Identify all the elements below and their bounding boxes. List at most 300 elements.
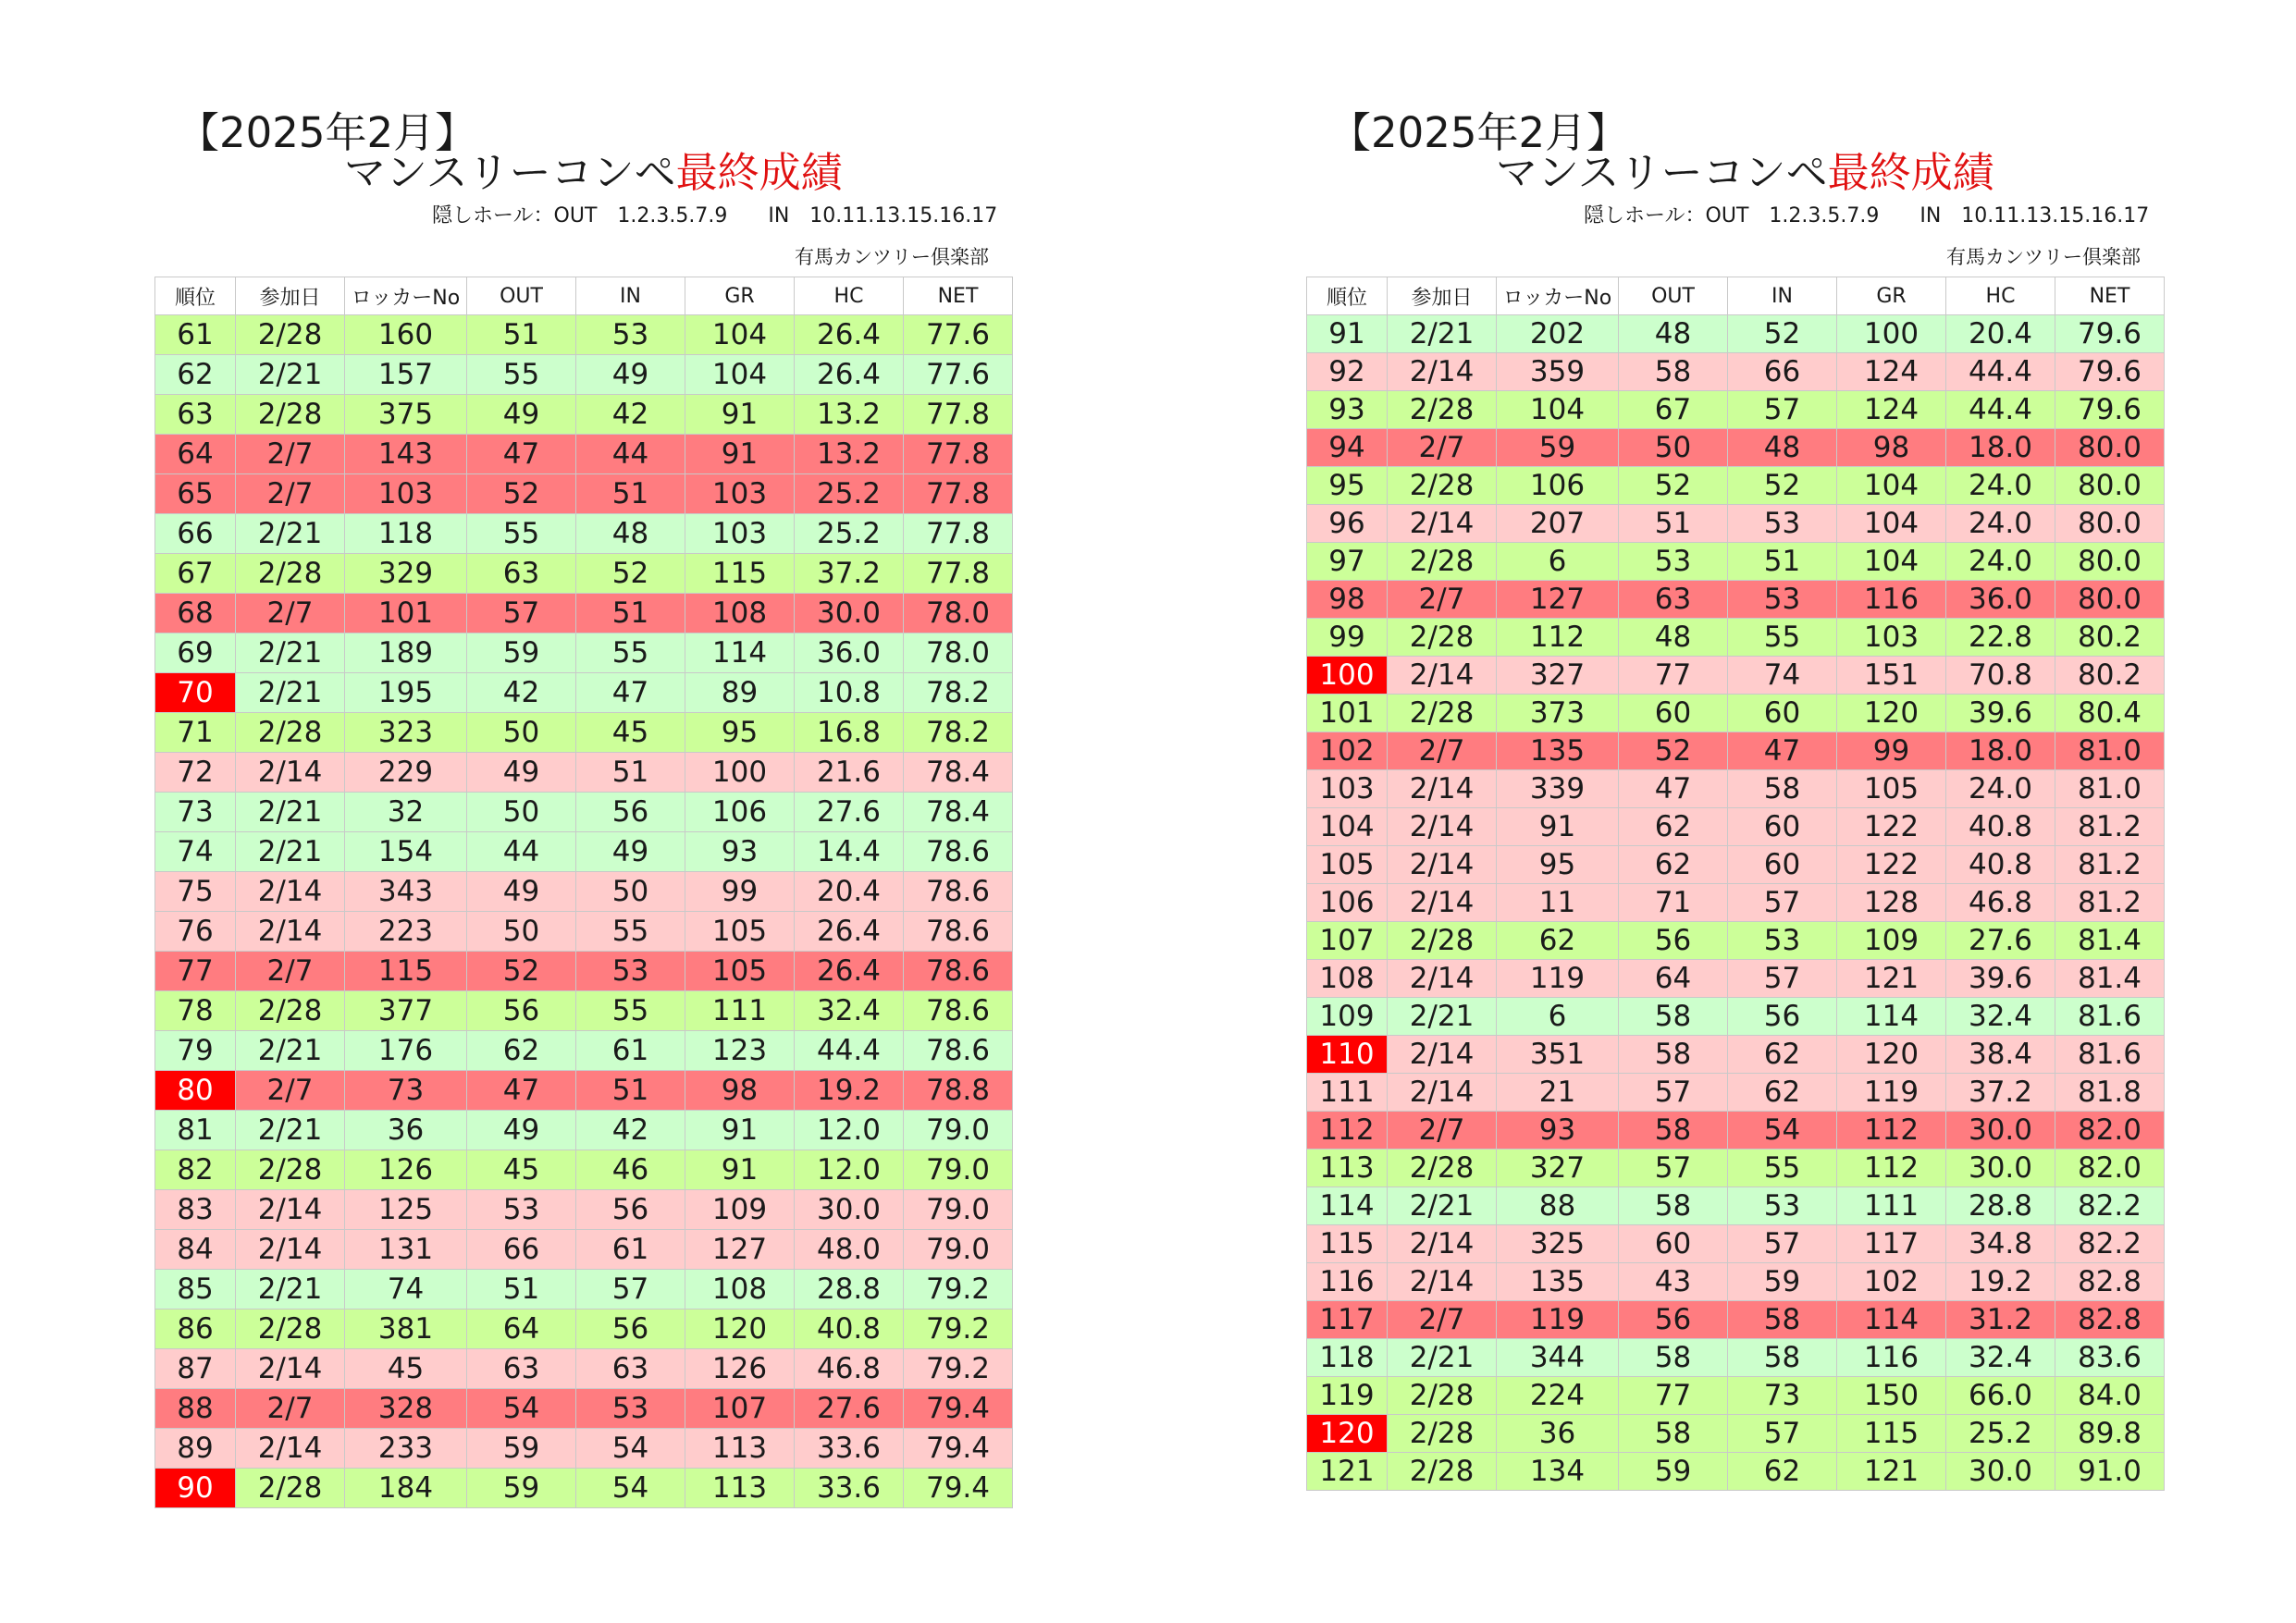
in-cell: 54 xyxy=(1728,1112,1837,1150)
in-cell: 57 xyxy=(1728,884,1837,922)
table-row xyxy=(155,1389,1013,1429)
results-table xyxy=(1306,277,2165,1491)
rank-cell: 70 xyxy=(155,673,236,713)
date-cell: 2/14 xyxy=(1388,808,1497,846)
locker-cell: 95 xyxy=(1497,846,1619,884)
locker-cell: 74 xyxy=(345,1270,467,1309)
out-cell: 58 xyxy=(1619,1112,1728,1150)
handicap-cell: 24.0 xyxy=(1946,543,2055,581)
out-cell: 52 xyxy=(467,952,576,991)
date-cell: 2/7 xyxy=(1388,1301,1497,1339)
out-cell: 54 xyxy=(467,1389,576,1429)
rank-cell: 104 xyxy=(1307,808,1388,846)
in-cell: 53 xyxy=(1728,581,1837,619)
gross-cell: 122 xyxy=(1837,808,1946,846)
in-cell: 48 xyxy=(576,514,685,554)
handicap-cell: 30.0 xyxy=(1946,1453,2055,1491)
locker-cell: 88 xyxy=(1497,1187,1619,1225)
rank-cell: 101 xyxy=(1307,695,1388,732)
table-row xyxy=(1307,467,2165,505)
locker-cell: 233 xyxy=(345,1429,467,1469)
rank-cell: 90 xyxy=(155,1469,236,1508)
table-row xyxy=(155,554,1013,594)
date-cell: 2/14 xyxy=(236,1230,345,1270)
handicap-cell: 26.4 xyxy=(795,315,904,355)
net-cell: 78.0 xyxy=(904,594,1013,633)
table-row xyxy=(1307,846,2165,884)
date-cell: 2/28 xyxy=(1388,922,1497,960)
out-cell: 59 xyxy=(1619,1453,1728,1491)
locker-cell: 224 xyxy=(1497,1377,1619,1415)
gross-cell: 111 xyxy=(685,991,795,1031)
handicap-cell: 28.8 xyxy=(1946,1187,2055,1225)
net-cell: 78.2 xyxy=(904,673,1013,713)
in-cell: 49 xyxy=(576,355,685,395)
hidden-holes-note: 隠しホール：OUT 1.2.3.5.7.9 IN 10.11.13.15.16.17 xyxy=(1584,204,2150,227)
date-cell: 2/21 xyxy=(236,1111,345,1150)
handicap-cell: 14.4 xyxy=(795,832,904,872)
table-row xyxy=(1307,770,2165,808)
out-cell: 59 xyxy=(467,1429,576,1469)
locker-cell: 325 xyxy=(1497,1225,1619,1263)
handicap-cell: 27.6 xyxy=(795,1389,904,1429)
in-cell: 51 xyxy=(576,753,685,793)
net-cell: 79.4 xyxy=(904,1469,1013,1508)
locker-cell: 157 xyxy=(345,355,467,395)
date-cell: 2/28 xyxy=(1388,1415,1497,1453)
rank-cell: 82 xyxy=(155,1150,236,1190)
rank-cell: 119 xyxy=(1307,1377,1388,1415)
rank-cell: 83 xyxy=(155,1190,236,1230)
out-cell: 53 xyxy=(1619,543,1728,581)
in-cell: 53 xyxy=(576,1389,685,1429)
locker-cell: 127 xyxy=(1497,581,1619,619)
locker-cell: 131 xyxy=(345,1230,467,1270)
gross-cell: 103 xyxy=(685,514,795,554)
out-cell: 60 xyxy=(1619,695,1728,732)
gross-cell: 115 xyxy=(1837,1415,1946,1453)
header-out: OUT xyxy=(467,277,576,315)
sheet-title xyxy=(344,149,843,197)
table-row xyxy=(155,1031,1013,1071)
date-cell: 2/28 xyxy=(1388,1150,1497,1187)
out-cell: 63 xyxy=(1619,581,1728,619)
handicap-cell: 40.8 xyxy=(1946,846,2055,884)
handicap-cell: 13.2 xyxy=(795,435,904,474)
in-cell: 58 xyxy=(1728,770,1837,808)
date-cell: 2/28 xyxy=(1388,619,1497,657)
handicap-cell: 28.8 xyxy=(795,1270,904,1309)
locker-cell: 119 xyxy=(1497,960,1619,998)
net-cell: 81.6 xyxy=(2055,1036,2165,1074)
rank-cell: 98 xyxy=(1307,581,1388,619)
out-cell: 50 xyxy=(467,713,576,753)
in-cell: 55 xyxy=(576,633,685,673)
out-cell: 58 xyxy=(1619,353,1728,391)
sheet-title-main: マンスリーコンペ xyxy=(344,148,676,197)
rank-cell: 109 xyxy=(1307,998,1388,1036)
table-row xyxy=(1307,1415,2165,1453)
gross-cell: 104 xyxy=(685,315,795,355)
out-cell: 50 xyxy=(467,912,576,952)
table-row xyxy=(1307,1112,2165,1150)
rank-cell: 91 xyxy=(1307,315,1388,353)
date-cell: 2/28 xyxy=(236,713,345,753)
gross-cell: 105 xyxy=(1837,770,1946,808)
net-cell: 77.6 xyxy=(904,315,1013,355)
date-cell: 2/14 xyxy=(236,1349,345,1389)
out-cell: 55 xyxy=(467,355,576,395)
locker-cell: 160 xyxy=(345,315,467,355)
out-cell: 51 xyxy=(467,1270,576,1309)
date-cell: 2/14 xyxy=(1388,657,1497,695)
handicap-cell: 36.0 xyxy=(1946,581,2055,619)
date-cell: 2/21 xyxy=(236,514,345,554)
handicap-cell: 38.4 xyxy=(1946,1036,2055,1074)
out-cell: 67 xyxy=(1619,391,1728,429)
gross-cell: 89 xyxy=(685,673,795,713)
header-gross: GR xyxy=(685,277,795,315)
rank-cell: 78 xyxy=(155,991,236,1031)
results-table xyxy=(154,277,1013,1508)
rank-cell: 69 xyxy=(155,633,236,673)
table-row xyxy=(1307,695,2165,732)
table-row xyxy=(155,872,1013,912)
locker-cell: 343 xyxy=(345,872,467,912)
net-cell: 77.8 xyxy=(904,435,1013,474)
table-row xyxy=(1307,1339,2165,1377)
date-cell: 2/14 xyxy=(1388,884,1497,922)
date-cell: 2/7 xyxy=(236,435,345,474)
net-cell: 89.8 xyxy=(2055,1415,2165,1453)
table-row xyxy=(155,713,1013,753)
net-cell: 81.8 xyxy=(2055,1074,2165,1112)
in-cell: 61 xyxy=(576,1230,685,1270)
gross-cell: 93 xyxy=(685,832,795,872)
out-cell: 58 xyxy=(1619,1036,1728,1074)
rank-cell: 93 xyxy=(1307,391,1388,429)
handicap-cell: 33.6 xyxy=(795,1469,904,1508)
net-cell: 81.2 xyxy=(2055,846,2165,884)
handicap-cell: 44.4 xyxy=(1946,391,2055,429)
date-cell: 2/14 xyxy=(1388,1074,1497,1112)
locker-cell: 119 xyxy=(1497,1301,1619,1339)
table-body xyxy=(155,315,1013,1508)
in-cell: 60 xyxy=(1728,808,1837,846)
out-cell: 59 xyxy=(467,633,576,673)
table-row xyxy=(155,1111,1013,1150)
gross-cell: 104 xyxy=(1837,467,1946,505)
header-in: IN xyxy=(1728,277,1837,315)
table-row xyxy=(155,1309,1013,1349)
rank-cell: 73 xyxy=(155,793,236,832)
gross-cell: 95 xyxy=(685,713,795,753)
gross-cell: 120 xyxy=(685,1309,795,1349)
gross-cell: 109 xyxy=(685,1190,795,1230)
in-cell: 56 xyxy=(576,1309,685,1349)
locker-cell: 195 xyxy=(345,673,467,713)
table-row xyxy=(1307,353,2165,391)
locker-cell: 36 xyxy=(1497,1415,1619,1453)
out-cell: 52 xyxy=(1619,467,1728,505)
header-gross: GR xyxy=(1837,277,1946,315)
locker-cell: 45 xyxy=(345,1349,467,1389)
sheet-title-period: 【2025年2月】 xyxy=(178,108,477,157)
date-cell: 2/28 xyxy=(1388,1453,1497,1491)
gross-cell: 104 xyxy=(685,355,795,395)
net-cell: 82.8 xyxy=(2055,1263,2165,1301)
rank-cell: 66 xyxy=(155,514,236,554)
in-cell: 55 xyxy=(1728,619,1837,657)
net-cell: 82.8 xyxy=(2055,1301,2165,1339)
out-cell: 57 xyxy=(467,594,576,633)
gross-cell: 100 xyxy=(1837,315,1946,353)
handicap-cell: 66.0 xyxy=(1946,1377,2055,1415)
in-cell: 59 xyxy=(1728,1263,1837,1301)
out-cell: 49 xyxy=(467,1111,576,1150)
handicap-cell: 70.8 xyxy=(1946,657,2055,695)
locker-cell: 344 xyxy=(1497,1339,1619,1377)
locker-cell: 21 xyxy=(1497,1074,1619,1112)
net-cell: 79.2 xyxy=(904,1270,1013,1309)
locker-cell: 339 xyxy=(1497,770,1619,808)
handicap-cell: 25.2 xyxy=(795,514,904,554)
table-row xyxy=(155,633,1013,673)
gross-cell: 91 xyxy=(685,435,795,474)
out-cell: 66 xyxy=(467,1230,576,1270)
header-date: 参加日 xyxy=(236,277,345,315)
date-cell: 2/28 xyxy=(236,991,345,1031)
rank-cell: 114 xyxy=(1307,1187,1388,1225)
out-cell: 53 xyxy=(467,1190,576,1230)
table-row xyxy=(1307,505,2165,543)
rank-cell: 68 xyxy=(155,594,236,633)
in-cell: 58 xyxy=(1728,1339,1837,1377)
net-cell: 82.0 xyxy=(2055,1112,2165,1150)
rank-cell: 96 xyxy=(1307,505,1388,543)
locker-cell: 126 xyxy=(345,1150,467,1190)
in-cell: 51 xyxy=(1728,543,1837,581)
gross-cell: 99 xyxy=(685,872,795,912)
locker-cell: 93 xyxy=(1497,1112,1619,1150)
table-row xyxy=(155,753,1013,793)
in-cell: 63 xyxy=(576,1349,685,1389)
gross-cell: 119 xyxy=(1837,1074,1946,1112)
out-cell: 49 xyxy=(467,753,576,793)
table-row xyxy=(155,1071,1013,1111)
locker-cell: 375 xyxy=(345,395,467,435)
out-cell: 62 xyxy=(1619,846,1728,884)
date-cell: 2/21 xyxy=(236,355,345,395)
net-cell: 78.6 xyxy=(904,952,1013,991)
handicap-cell: 46.8 xyxy=(1946,884,2055,922)
table-row xyxy=(155,395,1013,435)
rank-cell: 72 xyxy=(155,753,236,793)
gross-cell: 115 xyxy=(685,554,795,594)
locker-cell: 351 xyxy=(1497,1036,1619,1074)
handicap-cell: 18.0 xyxy=(1946,429,2055,467)
locker-cell: 11 xyxy=(1497,884,1619,922)
net-cell: 81.4 xyxy=(2055,960,2165,998)
date-cell: 2/7 xyxy=(1388,732,1497,770)
gross-cell: 107 xyxy=(685,1389,795,1429)
in-cell: 53 xyxy=(576,315,685,355)
gross-cell: 99 xyxy=(1837,732,1946,770)
net-cell: 79.0 xyxy=(904,1190,1013,1230)
rank-cell: 81 xyxy=(155,1111,236,1150)
locker-cell: 134 xyxy=(1497,1453,1619,1491)
rank-cell: 108 xyxy=(1307,960,1388,998)
table-row xyxy=(155,673,1013,713)
table-row xyxy=(1307,808,2165,846)
in-cell: 45 xyxy=(576,713,685,753)
gross-cell: 103 xyxy=(1837,619,1946,657)
in-cell: 62 xyxy=(1728,1074,1837,1112)
net-cell: 79.4 xyxy=(904,1389,1013,1429)
date-cell: 2/28 xyxy=(236,1309,345,1349)
net-cell: 79.6 xyxy=(2055,353,2165,391)
net-cell: 78.4 xyxy=(904,793,1013,832)
locker-cell: 6 xyxy=(1497,543,1619,581)
locker-cell: 112 xyxy=(1497,619,1619,657)
date-cell: 2/28 xyxy=(236,1150,345,1190)
handicap-cell: 33.6 xyxy=(795,1429,904,1469)
in-cell: 62 xyxy=(1728,1453,1837,1491)
table-row xyxy=(155,435,1013,474)
header-date: 参加日 xyxy=(1388,277,1497,315)
handicap-cell: 36.0 xyxy=(795,633,904,673)
rank-cell: 112 xyxy=(1307,1112,1388,1150)
hidden-holes-note: 隠しホール：OUT 1.2.3.5.7.9 IN 10.11.13.15.16.17 xyxy=(432,204,998,227)
date-cell: 2/21 xyxy=(1388,315,1497,353)
header-out: OUT xyxy=(1619,277,1728,315)
gross-cell: 114 xyxy=(1837,998,1946,1036)
date-cell: 2/7 xyxy=(1388,429,1497,467)
table-row xyxy=(155,1429,1013,1469)
rank-cell: 115 xyxy=(1307,1225,1388,1263)
net-cell: 80.2 xyxy=(2055,657,2165,695)
out-cell: 77 xyxy=(1619,657,1728,695)
out-cell: 59 xyxy=(467,1469,576,1508)
out-cell: 57 xyxy=(1619,1150,1728,1187)
in-cell: 60 xyxy=(1728,846,1837,884)
out-cell: 48 xyxy=(1619,619,1728,657)
rank-cell: 84 xyxy=(155,1230,236,1270)
handicap-cell: 30.0 xyxy=(795,1190,904,1230)
locker-cell: 229 xyxy=(345,753,467,793)
out-cell: 56 xyxy=(467,991,576,1031)
header-handicap: HC xyxy=(1946,277,2055,315)
out-cell: 58 xyxy=(1619,1187,1728,1225)
gross-cell: 98 xyxy=(1837,429,1946,467)
gross-cell: 120 xyxy=(1837,1036,1946,1074)
table-row xyxy=(1307,960,2165,998)
rank-cell: 99 xyxy=(1307,619,1388,657)
locker-cell: 176 xyxy=(345,1031,467,1071)
rank-cell: 86 xyxy=(155,1309,236,1349)
table-row xyxy=(1307,429,2165,467)
handicap-cell: 32.4 xyxy=(1946,1339,2055,1377)
date-cell: 2/28 xyxy=(1388,695,1497,732)
gross-cell: 126 xyxy=(685,1349,795,1389)
handicap-cell: 22.8 xyxy=(1946,619,2055,657)
locker-cell: 73 xyxy=(345,1071,467,1111)
handicap-cell: 39.6 xyxy=(1946,960,2055,998)
rank-cell: 102 xyxy=(1307,732,1388,770)
in-cell: 51 xyxy=(576,594,685,633)
locker-cell: 115 xyxy=(345,952,467,991)
handicap-cell: 20.4 xyxy=(1946,315,2055,353)
handicap-cell: 32.4 xyxy=(795,991,904,1031)
net-cell: 78.6 xyxy=(904,991,1013,1031)
date-cell: 2/21 xyxy=(1388,1187,1497,1225)
in-cell: 52 xyxy=(1728,467,1837,505)
net-cell: 79.4 xyxy=(904,1429,1013,1469)
rank-cell: 62 xyxy=(155,355,236,395)
locker-cell: 189 xyxy=(345,633,467,673)
net-cell: 82.2 xyxy=(2055,1187,2165,1225)
rank-cell: 121 xyxy=(1307,1453,1388,1491)
in-cell: 60 xyxy=(1728,695,1837,732)
locker-cell: 143 xyxy=(345,435,467,474)
date-cell: 2/28 xyxy=(236,315,345,355)
out-cell: 50 xyxy=(1619,429,1728,467)
locker-cell: 223 xyxy=(345,912,467,952)
gross-cell: 91 xyxy=(685,1150,795,1190)
gross-cell: 120 xyxy=(1837,695,1946,732)
header-rank: 順位 xyxy=(1307,277,1388,315)
out-cell: 55 xyxy=(467,514,576,554)
net-cell: 78.0 xyxy=(904,633,1013,673)
date-cell: 2/21 xyxy=(1388,998,1497,1036)
gross-cell: 108 xyxy=(685,1270,795,1309)
handicap-cell: 44.4 xyxy=(795,1031,904,1071)
locker-cell: 327 xyxy=(1497,1150,1619,1187)
table-row xyxy=(155,1150,1013,1190)
gross-cell: 122 xyxy=(1837,846,1946,884)
gross-cell: 100 xyxy=(685,753,795,793)
rank-cell: 111 xyxy=(1307,1074,1388,1112)
locker-cell: 59 xyxy=(1497,429,1619,467)
gross-cell: 113 xyxy=(685,1429,795,1469)
net-cell: 81.0 xyxy=(2055,732,2165,770)
handicap-cell: 40.8 xyxy=(1946,808,2055,846)
date-cell: 2/28 xyxy=(1388,391,1497,429)
gross-cell: 104 xyxy=(1837,543,1946,581)
date-cell: 2/14 xyxy=(1388,1225,1497,1263)
out-cell: 49 xyxy=(467,872,576,912)
net-cell: 91.0 xyxy=(2055,1453,2165,1491)
handicap-cell: 27.6 xyxy=(1946,922,2055,960)
date-cell: 2/28 xyxy=(236,395,345,435)
in-cell: 55 xyxy=(576,912,685,952)
table-row xyxy=(1307,922,2165,960)
rank-cell: 118 xyxy=(1307,1339,1388,1377)
net-cell: 79.0 xyxy=(904,1111,1013,1150)
in-cell: 57 xyxy=(1728,391,1837,429)
header-row xyxy=(1307,277,2165,315)
rank-cell: 88 xyxy=(155,1389,236,1429)
handicap-cell: 25.2 xyxy=(1946,1415,2055,1453)
table-row xyxy=(1307,1036,2165,1074)
in-cell: 54 xyxy=(576,1429,685,1469)
in-cell: 53 xyxy=(1728,1187,1837,1225)
locker-cell: 323 xyxy=(345,713,467,753)
rank-cell: 85 xyxy=(155,1270,236,1309)
in-cell: 53 xyxy=(576,952,685,991)
table-row xyxy=(155,355,1013,395)
locker-cell: 91 xyxy=(1497,808,1619,846)
